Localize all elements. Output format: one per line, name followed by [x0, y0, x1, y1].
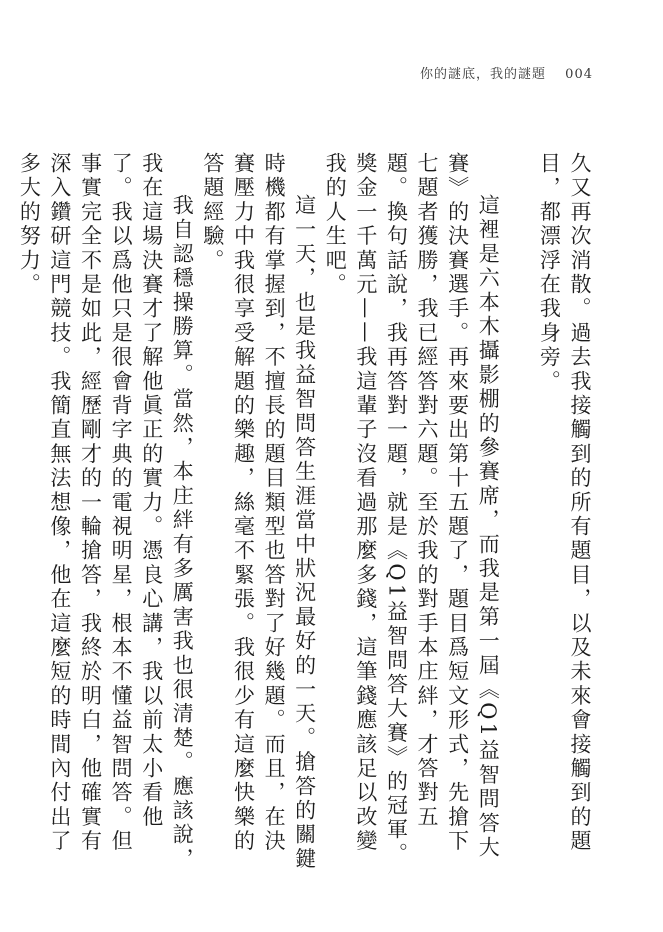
- paragraph-continuation: 久又再次消散。過去我接觸到的所有題目，以及未來會接觸到的題目，都漂浮在我身旁。: [537, 152, 592, 854]
- chapter-title: 你的謎底，我的謎題: [420, 67, 547, 82]
- body-text: [14, 152, 595, 872]
- paragraph: 這裡是六本木攝影棚的參賽席，而我是第一屆《Q1益智問答大賽》的決賽選手。再來要出第十五題了，題目爲短文形式，先搶下七題者獲勝，我已經答對六題。至於我的對手本庄絆，才答對五題。換句話說，我再答對一題，就是《Q1益智問答大賽》的冠軍。獎金一千萬元——我這輩子沒看過那麼多錢，這筆錢應該足以改變我的人生吧。: [323, 152, 501, 867]
- paragraph: 我自認穩操勝算。當然，本庄絆有多厲害我也很清楚。應該說，我在這場決賽才了解他眞正的實力。憑良心講，我以前太小看他了。我以爲他只是很會背字典的電視明星，根本不懂益智問答。但事實完全不是如此，經歷剛才的一輪搶答，我終於明白，他確實有深入鑽研這門競技。我簡直無法想像，他在這麼短的時間內付出了多大的努力。: [17, 152, 195, 872]
- page-number: 004: [565, 67, 593, 82]
- running-head: [420, 63, 593, 82]
- paragraph: 這一天，也是我益智問答生涯當中狀況最好的一天。搶答的關鍵時機都有掌握到，不擅長的題目類型也答對了好幾題。而且，在決賽壓力中我很享受解題的樂趣，絲毫不緊張。我很少有這麼快樂的答題經驗。: [200, 152, 317, 872]
